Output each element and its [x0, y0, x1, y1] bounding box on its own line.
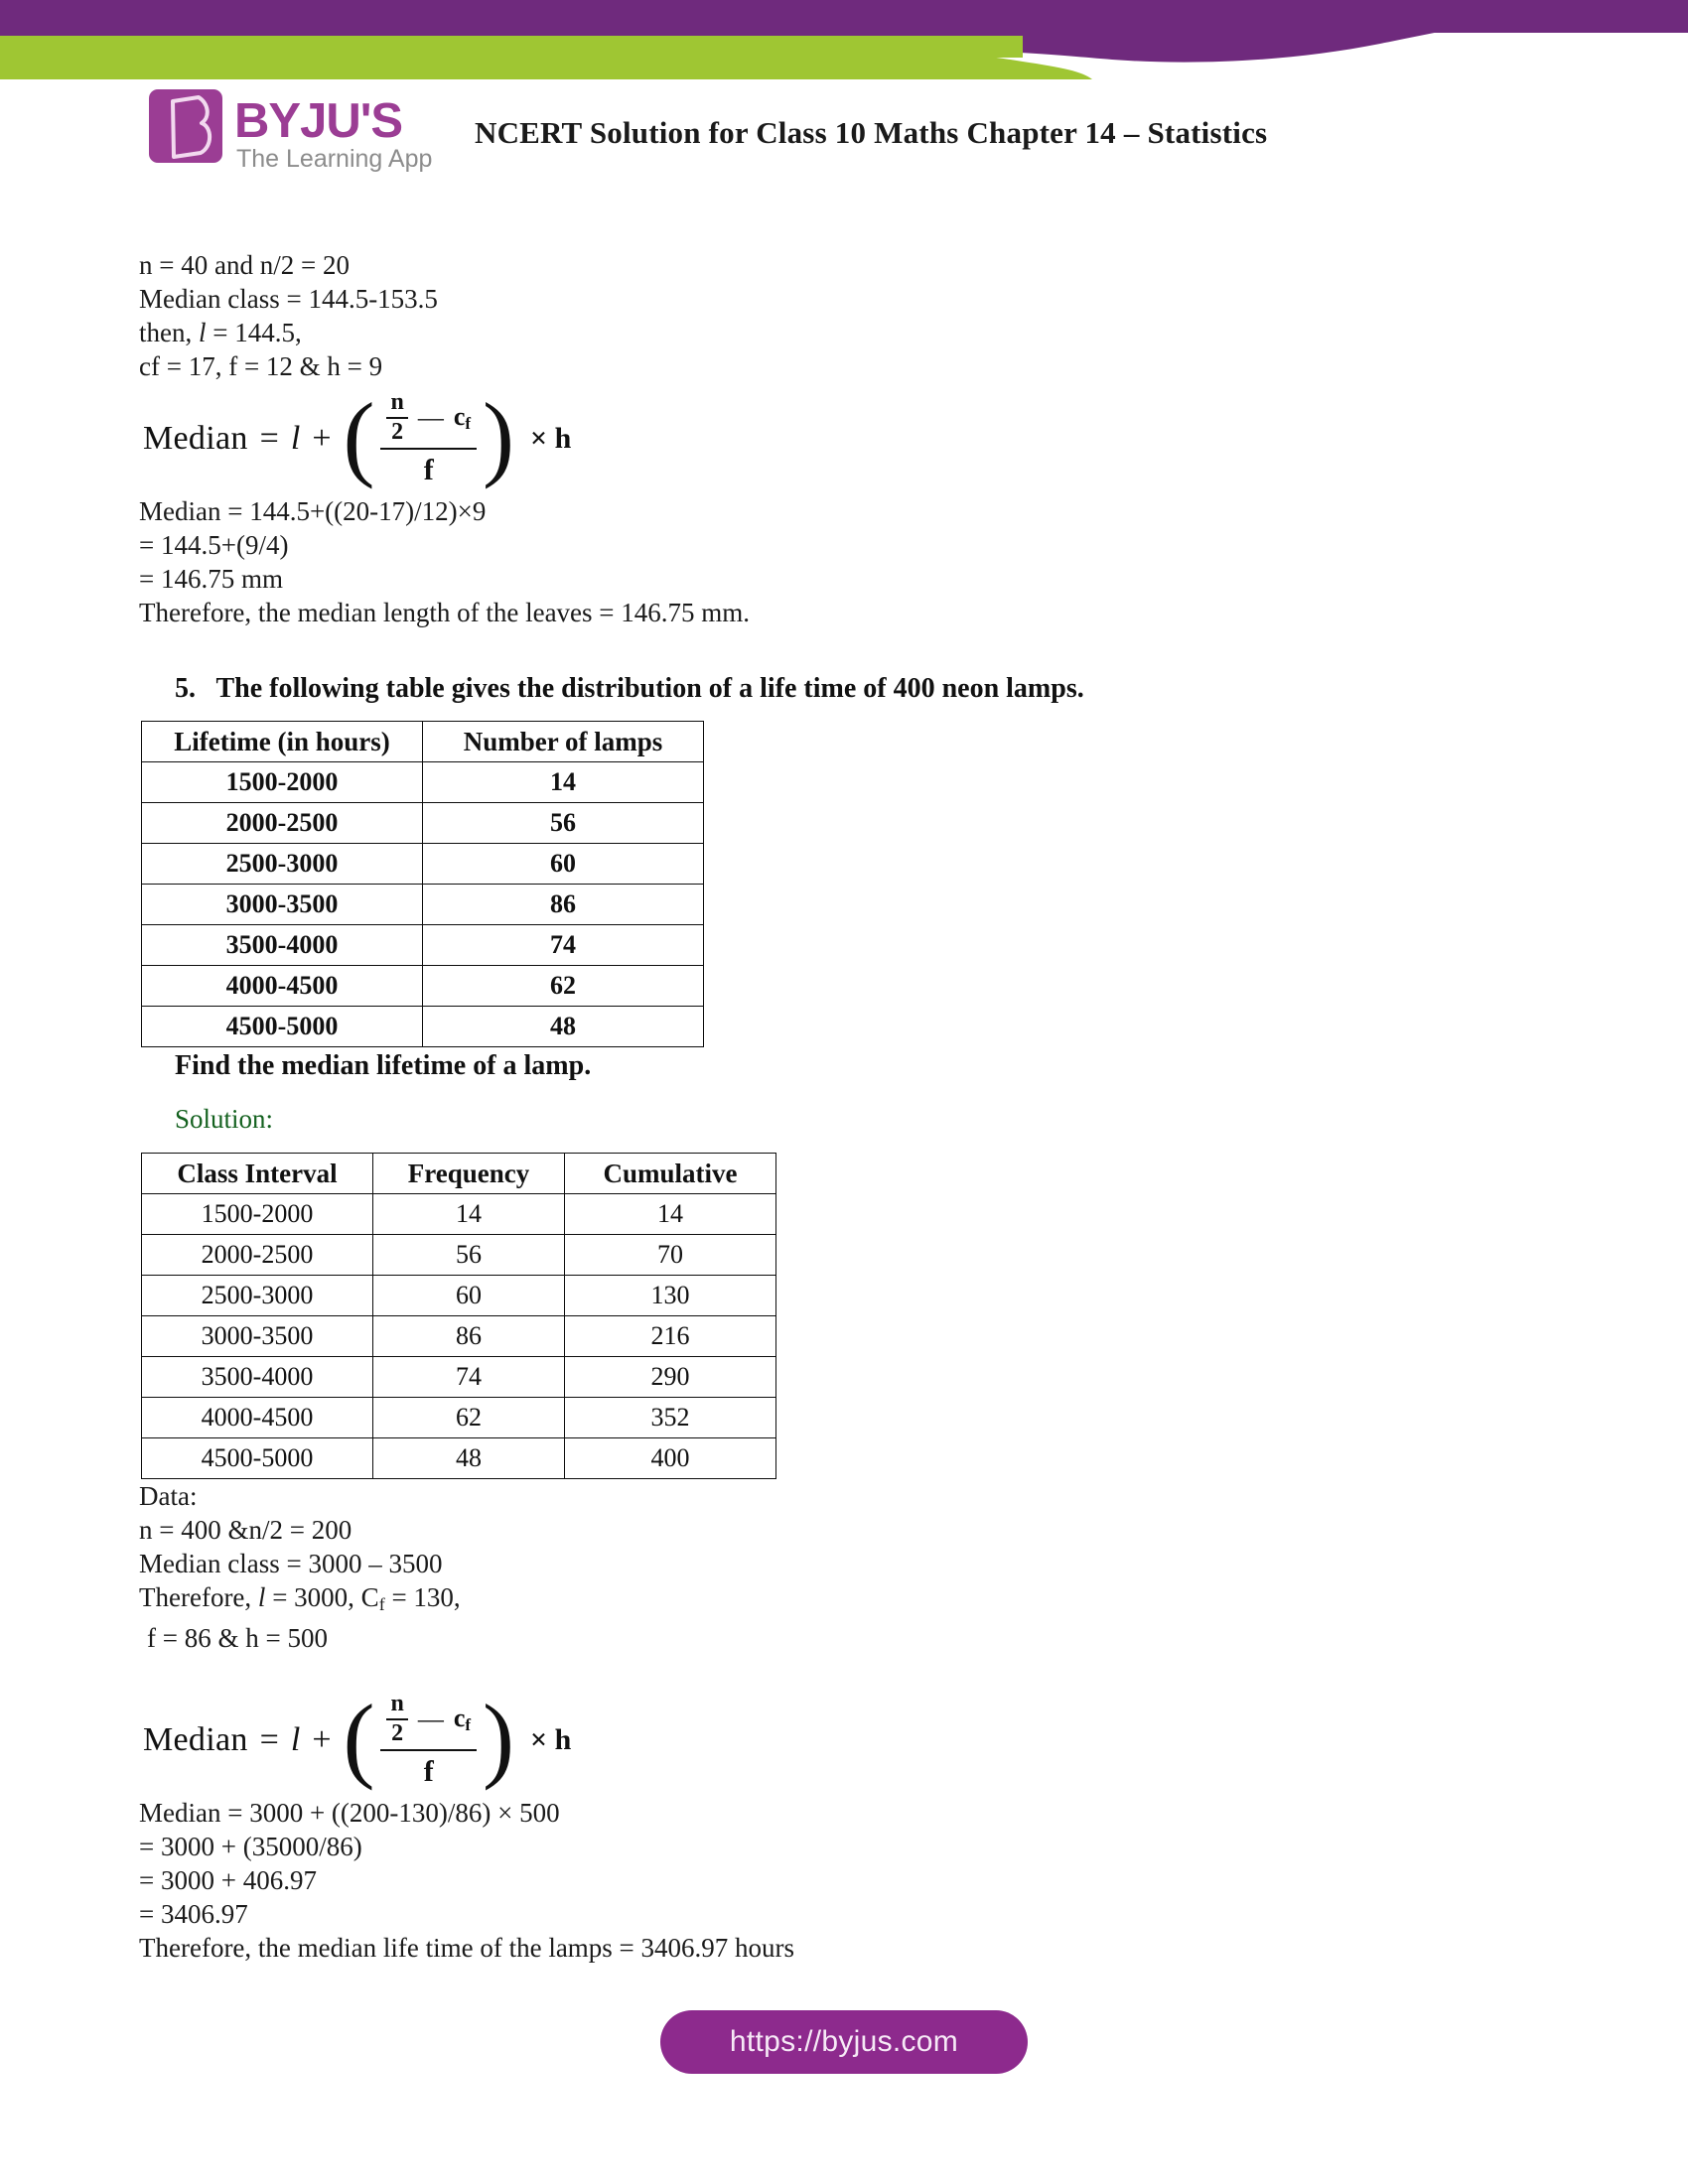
formula-n-over-2-1	[386, 390, 407, 444]
table-row	[142, 1357, 776, 1398]
page-footer	[0, 2010, 1688, 2074]
data-n-line: n = 400 &n/2 = 200	[139, 1515, 352, 1545]
cell-cumulative: 216	[565, 1316, 776, 1357]
cell-class-interval: 3000-3500	[142, 1316, 373, 1357]
formula-equals-1: =	[259, 420, 279, 457]
cell-class-interval: 2500-3000	[142, 1276, 373, 1316]
cell-frequency: 48	[373, 1438, 565, 1479]
table-cumulative-header-row	[142, 1154, 776, 1194]
prev-line-median-class: Median class = 144.5-153.5	[139, 284, 438, 314]
formula-cf-1	[454, 402, 471, 434]
formula-cf-sub-1: f	[465, 413, 472, 433]
final-line-2: = 3000 + (35000/86)	[139, 1832, 362, 1861]
cell-interval: 2000-2500	[142, 803, 423, 844]
cell-frequency: 74	[373, 1357, 565, 1398]
formula-label-1: Median	[143, 420, 248, 457]
table-row	[142, 844, 704, 885]
cell-interval: 3500-4000	[142, 925, 423, 966]
table-row	[142, 1235, 776, 1276]
then-suffix: = 144.5,	[206, 318, 302, 347]
prev-result-3: = 146.75 mm	[139, 564, 283, 594]
cell-frequency: 86	[373, 1316, 565, 1357]
prev-result-4: Therefore, the median length of the leaves = 146.75 mm.	[139, 598, 751, 627]
formula-minus-1: —	[417, 402, 444, 432]
table-row	[142, 925, 704, 966]
table-row	[142, 1438, 776, 1479]
document-body	[139, 248, 1549, 1965]
cell-interval: 4000-4500	[142, 966, 423, 1007]
cell-frequency: 14	[373, 1194, 565, 1235]
table-row	[142, 803, 704, 844]
formula-n-2: n	[386, 1692, 407, 1719]
table-row	[142, 966, 704, 1007]
table-row	[142, 1007, 704, 1047]
formula-plus-1: +	[312, 420, 332, 457]
cell-lamps: 56	[423, 803, 704, 844]
byjus-logo	[147, 87, 445, 179]
cell-frequency: 60	[373, 1276, 565, 1316]
logo-tagline: The Learning App	[236, 145, 433, 173]
median-formula-2: Median = l + ( $\frac{n}{2}$ — $c_f$ f ) × h	[143, 1685, 572, 1791]
therefore-suffix: = 3000, C	[265, 1582, 379, 1612]
cell-interval: 3000-3500	[142, 885, 423, 925]
then-prefix: then,	[139, 318, 199, 347]
therefore-prefix: Therefore,	[139, 1582, 258, 1612]
logo-wordmark: BYJU'S	[234, 94, 403, 148]
formula-equals-2: =	[259, 1721, 279, 1758]
prev-line-then	[139, 316, 1549, 349]
question-5-number: 5.	[175, 673, 196, 704]
final-line-1: Median = 3000 + ((200-130)/86) × 500	[139, 1798, 560, 1828]
banner-green-bar	[0, 36, 1023, 58]
formula-numerator-2	[380, 1692, 477, 1750]
formula-c-1: c	[453, 401, 466, 431]
formula-c-2: c	[453, 1703, 466, 1732]
formula-fraction-2	[380, 1692, 477, 1788]
final-line-3: = 3000 + 406.97	[139, 1865, 317, 1895]
table-row	[142, 1398, 776, 1438]
cell-interval: 2500-3000	[142, 844, 423, 885]
cell-lamps: 48	[423, 1007, 704, 1047]
table-row	[142, 1194, 776, 1235]
data-label: Data:	[139, 1481, 198, 1511]
cell-cumulative: 290	[565, 1357, 776, 1398]
page-title: NCERT Solution for Class 10 Maths Chapter 14 – Statistics	[475, 115, 1268, 150]
table-row	[142, 1316, 776, 1357]
formula-l-1: l	[290, 420, 301, 457]
data-f-h-line: f = 86 & h = 500	[147, 1623, 328, 1653]
cell-cumulative: 400	[565, 1438, 776, 1479]
cell-class-interval: 4500-5000	[142, 1438, 373, 1479]
table-cumulative-header-0: Class Interval	[142, 1154, 373, 1194]
data-therefore-line	[139, 1580, 1549, 1621]
table-cumulative-header-1: Frequency	[373, 1154, 565, 1194]
table-lifetime-header-1: Number of lamps	[423, 722, 704, 762]
cell-lamps: 14	[423, 762, 704, 803]
byjus-url-button[interactable]: https://byjus.com	[660, 2010, 1028, 2074]
formula-denominator-2: f	[423, 1754, 434, 1788]
prev-line-n: n = 40 and n/2 = 20	[139, 250, 350, 280]
cell-lamps: 86	[423, 885, 704, 925]
table-lifetime-header-0: Lifetime (in hours)	[142, 722, 423, 762]
cell-class-interval: 3500-4000	[142, 1357, 373, 1398]
cell-class-interval: 2000-2500	[142, 1235, 373, 1276]
final-line-4: = 3406.97	[139, 1899, 248, 1929]
formula-denominator-1: f	[423, 453, 434, 486]
median-formula-1: Median = l + ( $\frac{n}{2}$ — $c_f$ f ) × h	[143, 383, 572, 489]
page-header-banner	[0, 0, 1688, 79]
prev-line-cf: cf = 17, f = 12 & h = 9	[139, 351, 383, 381]
cell-frequency: 62	[373, 1398, 565, 1438]
formula-times-h-2: × h	[530, 1723, 572, 1756]
data-median-class-line: Median class = 3000 – 3500	[139, 1549, 443, 1578]
then-italic-l: l	[199, 318, 207, 347]
cell-cumulative: 130	[565, 1276, 776, 1316]
formula-n-1: n	[386, 390, 407, 418]
formula-cf-sub-2: f	[465, 1714, 472, 1734]
prev-result-1: Median = 144.5+((20-17)/12)×9	[139, 496, 487, 526]
final-line-5: Therefore, the median life time of the lamps = 3406.97 hours	[139, 1933, 795, 1963]
formula-label-2: Median	[143, 1721, 248, 1758]
formula-plus-2: +	[312, 1721, 332, 1758]
cell-interval: 1500-2000	[142, 762, 423, 803]
cell-lamps: 74	[423, 925, 704, 966]
table-lifetime-header-row	[142, 722, 704, 762]
cell-cumulative: 352	[565, 1398, 776, 1438]
formula-minus-2: —	[417, 1704, 444, 1733]
cell-frequency: 56	[373, 1235, 565, 1276]
table-cumulative-header-2: Cumulative	[565, 1154, 776, 1194]
formula-times-h-1: × h	[530, 422, 572, 455]
find-median-instruction: Find the median lifetime of a lamp.	[175, 1050, 592, 1081]
cell-interval: 4500-5000	[142, 1007, 423, 1047]
table-lifetime	[141, 721, 704, 1047]
formula-n-over-2-2	[386, 1692, 407, 1745]
cell-class-interval: 4000-4500	[142, 1398, 373, 1438]
cell-lamps: 60	[423, 844, 704, 885]
table-cumulative	[141, 1153, 776, 1479]
question-5-heading	[175, 673, 1549, 705]
table-row	[142, 762, 704, 803]
cell-cumulative: 70	[565, 1235, 776, 1276]
therefore-cf-sub: f	[378, 1594, 385, 1614]
table-row	[142, 1276, 776, 1316]
cell-cumulative: 14	[565, 1194, 776, 1235]
banner-purple-bar	[0, 0, 1688, 33]
cell-class-interval: 1500-2000	[142, 1194, 373, 1235]
therefore-italic-l: l	[257, 1582, 266, 1612]
cell-lamps: 62	[423, 966, 704, 1007]
solution-label: Solution:	[175, 1104, 274, 1134]
formula-numerator-1	[380, 390, 477, 449]
formula-fraction-1	[380, 390, 477, 486]
masthead	[0, 87, 1688, 197]
prev-result-2: = 144.5+(9/4)	[139, 530, 289, 560]
formula-2-1: 2	[391, 418, 404, 445]
formula-l-2: l	[290, 1721, 301, 1758]
therefore-tail: = 130,	[384, 1582, 461, 1612]
table-row	[142, 885, 704, 925]
question-5-text: The following table gives the distribution of a life time of 400 neon lamps.	[215, 673, 1084, 704]
formula-cf-2	[454, 1704, 471, 1735]
formula-2-2: 2	[391, 1719, 404, 1746]
